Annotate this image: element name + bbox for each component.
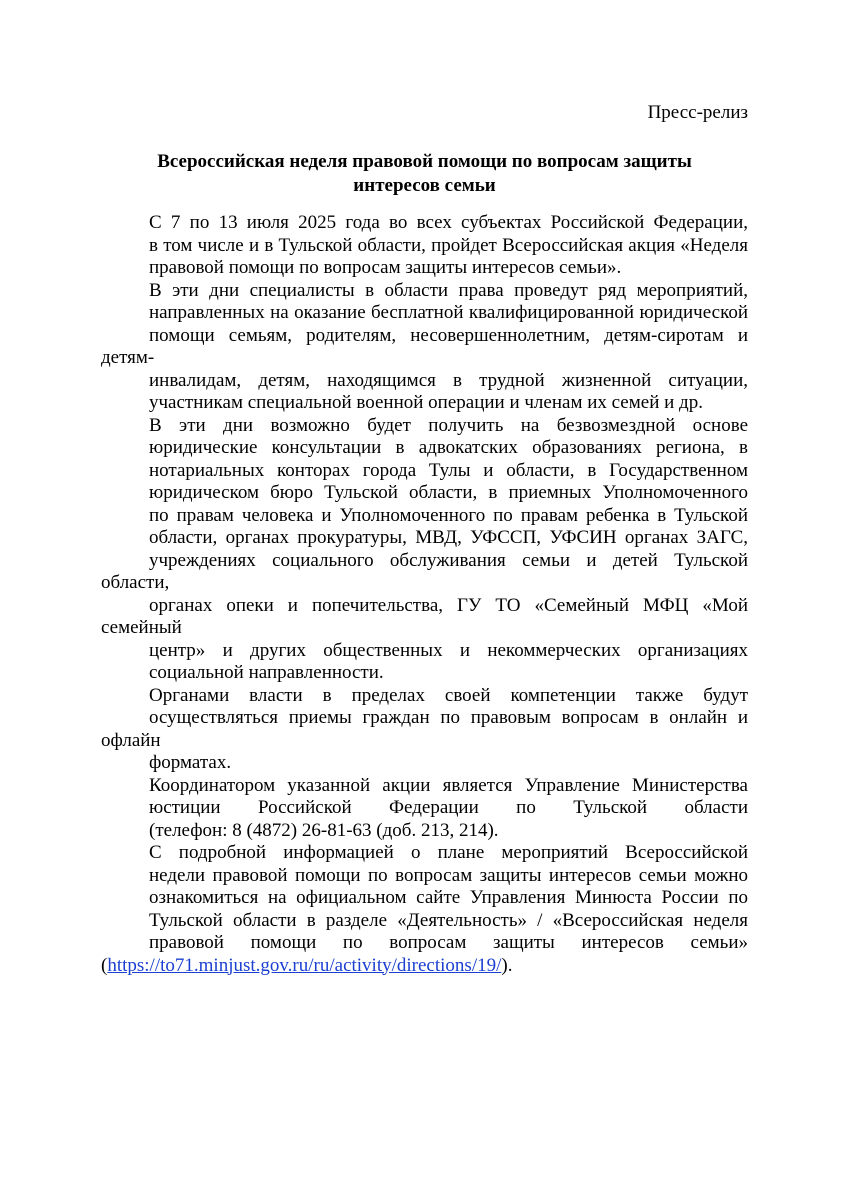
text-line: С подробной информацией о плане мероприятий Всероссийской	[149, 842, 748, 863]
document-body	[101, 212, 748, 977]
paragraph-coordinator	[101, 775, 748, 843]
text-line: В эти дни специалисты в области права проведут ряд мероприятий,	[149, 279, 748, 301]
paragraph-authorities	[101, 685, 748, 775]
text-line: центр» и других общественных и некоммерческих организациях	[149, 639, 748, 661]
text-line: юстиции Российской Федерации по Тульской области	[149, 797, 748, 818]
text-line: направленных на оказание бесплатной квалифицированной юридической	[149, 302, 748, 323]
text-line: юридические консультации в адвокатских образованиях региона, в	[149, 437, 748, 458]
minjust-link[interactable]: https://to71.minjust.gov.ru/ru/activity/directions/19/	[107, 954, 502, 976]
paragraph-more-info	[101, 842, 748, 977]
text-line: (телефон: 8 (4872) 26-81-63 (доб. 213, 214).	[149, 819, 499, 841]
text-line: Координатором указанной акции является Управление Министерства	[149, 774, 748, 796]
text-line: участникам специальной военной операции и членам их семей и др.	[149, 392, 703, 413]
text-line: юридическом бюро Тульской области, в приемных Уполномоченного	[149, 482, 748, 503]
paren-close: ).	[501, 954, 513, 976]
text-line: С 7 по 13 июля 2025 года во всех субъектах Российской Федерации,	[149, 212, 748, 233]
text-line: инвалидам, детям, находящимся в трудной жизненной ситуации,	[149, 369, 748, 391]
text-line: учреждениях социального обслуживания семьи и детей Тульской области,	[101, 549, 748, 593]
text-line: правовой помощи по вопросам защиты интересов семьи».	[149, 257, 622, 278]
text-line: в том числе и в Тульской области, пройдет Всероссийская акция «Неделя	[149, 234, 748, 256]
press-release-label: Пресс-релиз	[647, 102, 748, 123]
text-line: помощи семьям, родителям, несовершеннолетним, детям-сиротам и детям-	[101, 324, 748, 368]
text-line: осуществляться приемы граждан по правовым вопросам в онлайн и офлайн	[101, 707, 748, 751]
title-line: интересов семьи	[353, 175, 496, 196]
text-line: области, органах прокуратуры, МВД, УФССП, УФСИН органах ЗАГС,	[149, 527, 748, 548]
final-line	[101, 955, 748, 978]
text-line: В эти дни возможно будет получить на безвозмездной основе	[149, 414, 748, 436]
paren-open: (	[101, 954, 108, 976]
text-line: органах опеки и попечительства, ГУ ТО «Семейный МФЦ «Мой семейный	[101, 594, 748, 638]
text-line: нотариальных конторах города Тулы и области, в Государственном	[149, 459, 748, 481]
paragraph-specialists	[101, 280, 748, 415]
document-title	[101, 150, 748, 198]
text-line: по правам человека и Уполномоченного по правам ребенка в Тульской	[149, 504, 748, 526]
paragraph-dates	[101, 212, 748, 280]
text-line: правовой помощи по вопросам защиты интересов семьи»	[149, 932, 748, 953]
title-line: Всероссийская неделя правовой помощи по вопросам защиты	[157, 151, 692, 172]
text-line: недели правовой помощи по вопросам защиты интересов семьи можно	[149, 864, 748, 886]
text-line: Тульской области в разделе «Деятельность» / «Всероссийская неделя	[149, 909, 748, 931]
text-line: Органами власти в пределах своей компетенции также будут	[149, 684, 748, 706]
text-line: социальной направленности.	[149, 662, 384, 683]
text-line: ознакомиться на официальном сайте Управления Минюста России по	[149, 887, 748, 908]
text-line: форматах.	[149, 752, 232, 773]
paragraph-consultations	[101, 415, 748, 685]
